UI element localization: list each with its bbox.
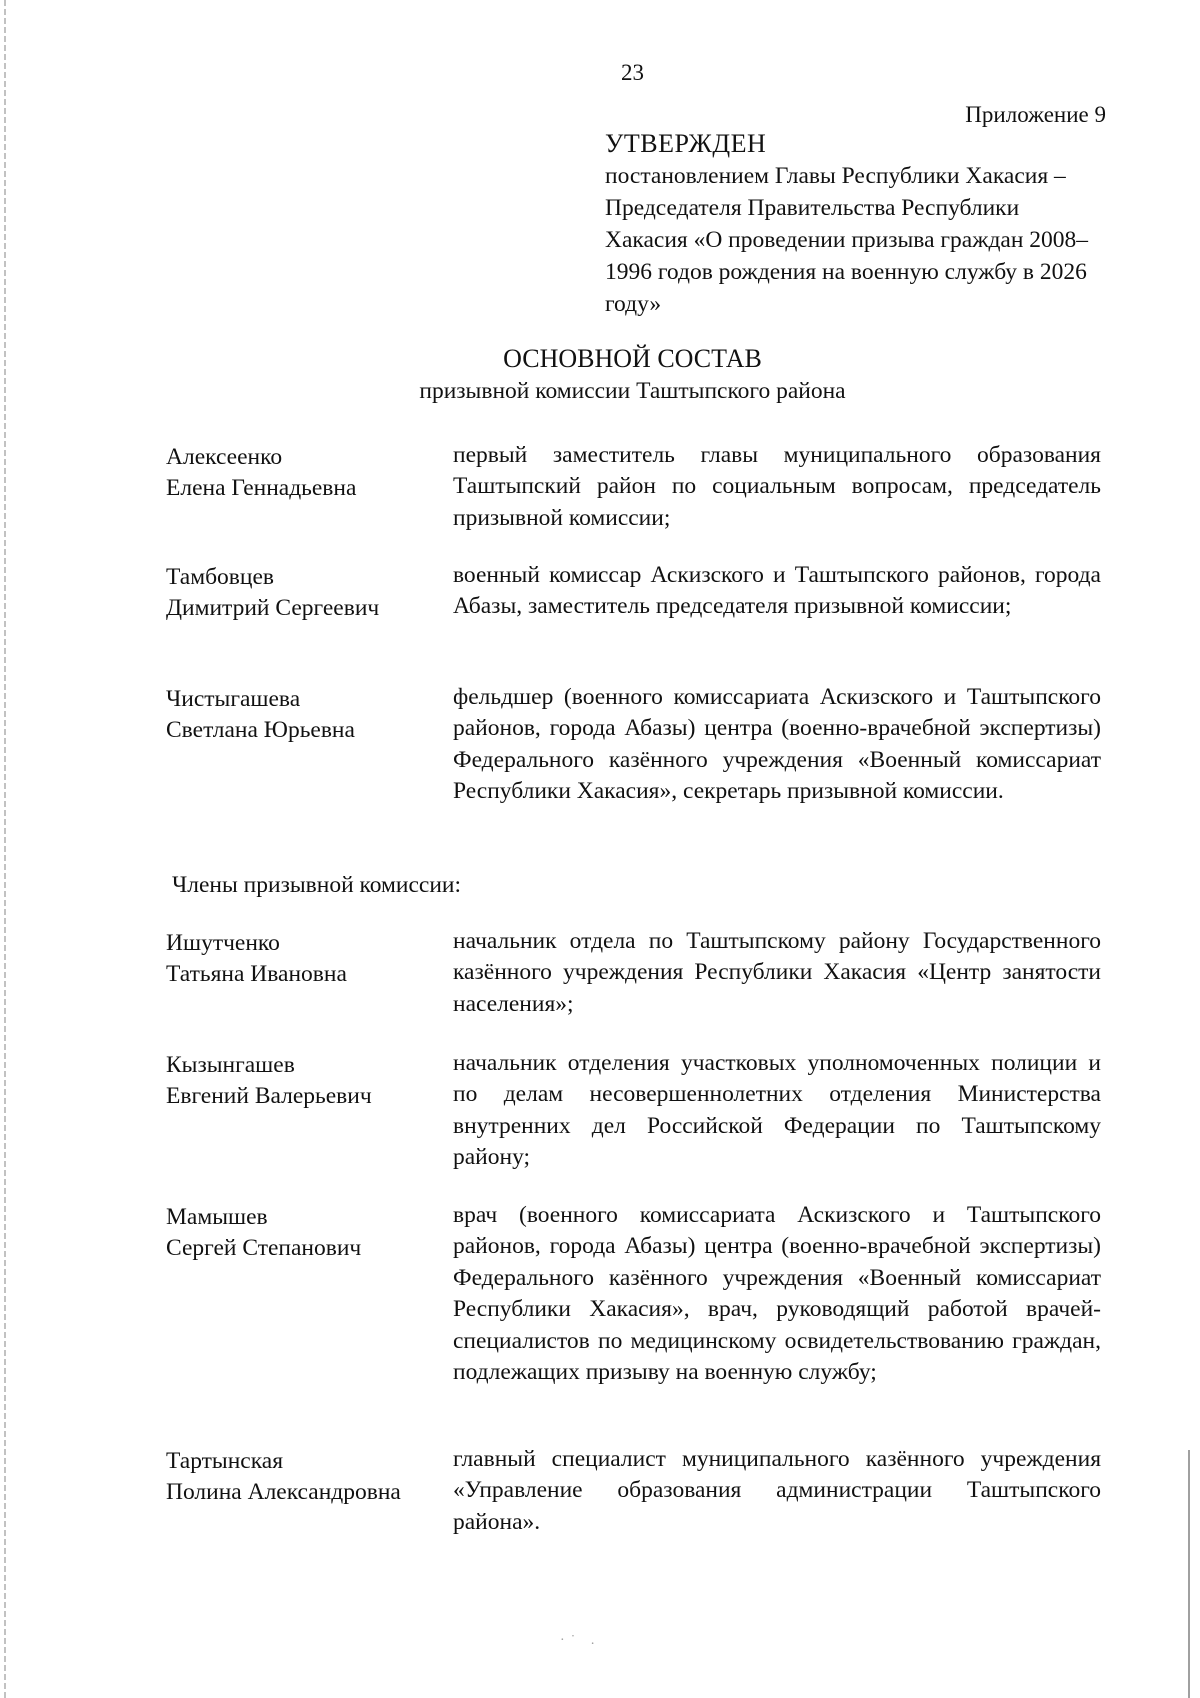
member-surname: Тартынская xyxy=(166,1448,284,1474)
composition-entry xyxy=(166,1048,1101,1174)
member-name xyxy=(166,560,453,625)
member-given-names: Светлана Юрьевна xyxy=(166,717,355,744)
scan-edge-artifact-right xyxy=(1188,1450,1190,1698)
member-name xyxy=(166,682,453,808)
member-name xyxy=(166,926,453,1020)
scan-edge-artifact xyxy=(4,0,6,1698)
title-block xyxy=(0,342,1200,406)
member-name xyxy=(166,1200,453,1389)
member-role: главный специалист муниципального казённого учреждения «Управление образования администрации Таштыпского района». xyxy=(453,1446,1101,1535)
document-subtitle: призывной комиссии Таштыпского района xyxy=(419,377,846,404)
member-given-names: Сергей Степанович xyxy=(166,1235,362,1262)
member-given-names: Димитрий Сергеевич xyxy=(166,595,380,622)
member-name xyxy=(166,440,453,534)
page-number: 23 xyxy=(621,60,644,85)
appendix-label: Приложение 9 xyxy=(965,102,1106,127)
approval-text: постановлением Главы Республики Хакасия – Председателя Правительства Республики Хакасия «О проведении призыва граждан 2008–1996 годов рождения на военную службу в 2026 году» xyxy=(605,163,1089,317)
approval-heading: УТВЕРЖДЕН xyxy=(605,129,767,158)
member-surname: Ишутченко xyxy=(166,930,280,956)
member-role: начальник отдела по Таштыпскому району Государственного казённого учреждения Республики Хакасия «Центр занятости населения»; xyxy=(453,928,1101,1017)
member-name xyxy=(166,1444,453,1538)
scan-speck-artifact: ·˙ . xyxy=(560,1633,601,1648)
member-surname: Кызынгашев xyxy=(166,1052,295,1078)
member-surname: Тамбовцев xyxy=(166,564,274,590)
approval-block xyxy=(605,128,1105,321)
member-given-names: Елена Геннадьевна xyxy=(166,475,357,502)
member-given-names: Евгений Валерьевич xyxy=(166,1083,372,1110)
composition-entry xyxy=(166,560,1101,625)
member-role: врач (военного комиссариата Аскизского и Таштыпского районов, города Абазы) центра (военно-врачебной экспертизы) Федерального казённого учреждения «Военный комиссариат Республики Хакасия», врач, руководящий работой врачей-специалистов по медицинскому освидетельствованию граждан, подлежащих призыву на военную службу; xyxy=(453,1202,1101,1386)
composition-entry xyxy=(166,682,1101,808)
composition-entry xyxy=(166,1200,1101,1389)
members-label: Члены призывной комиссии: xyxy=(172,872,462,898)
composition-entry xyxy=(166,1444,1101,1538)
document-title: ОСНОВНОЙ СОСТАВ xyxy=(503,344,762,373)
member-surname: Чистыгашева xyxy=(166,686,301,712)
member-role: начальник отделения участковых уполномоченных полиции и по делам несовершеннолетних отделения Министерства внутренних дел Российской Федерации по Таштыпскому району; xyxy=(453,1050,1101,1171)
composition-entry xyxy=(166,926,1101,1020)
member-surname: Алексеенко xyxy=(166,444,283,470)
member-role: фельдшер (военного комиссариата Аскизского и Таштыпского районов, города Абазы) центра (военно-врачебной экспертизы) Федерального казённого учреждения «Военный комиссариат Республики Хакасия», секретарь призывной комиссии. xyxy=(453,684,1101,805)
member-given-names: Татьяна Ивановна xyxy=(166,961,347,988)
member-role: первый заместитель главы муниципального образования Таштыпский район по социальным вопросам, председатель призывной комиссии; xyxy=(453,442,1101,531)
member-given-names: Полина Александровна xyxy=(166,1479,401,1506)
member-name xyxy=(166,1048,453,1174)
member-role: военный комиссар Аскизского и Таштыпского районов, города Абазы, заместитель председателя призывной комиссии; xyxy=(453,562,1101,620)
member-surname: Мамышев xyxy=(166,1204,268,1230)
composition-entry xyxy=(166,440,1101,534)
